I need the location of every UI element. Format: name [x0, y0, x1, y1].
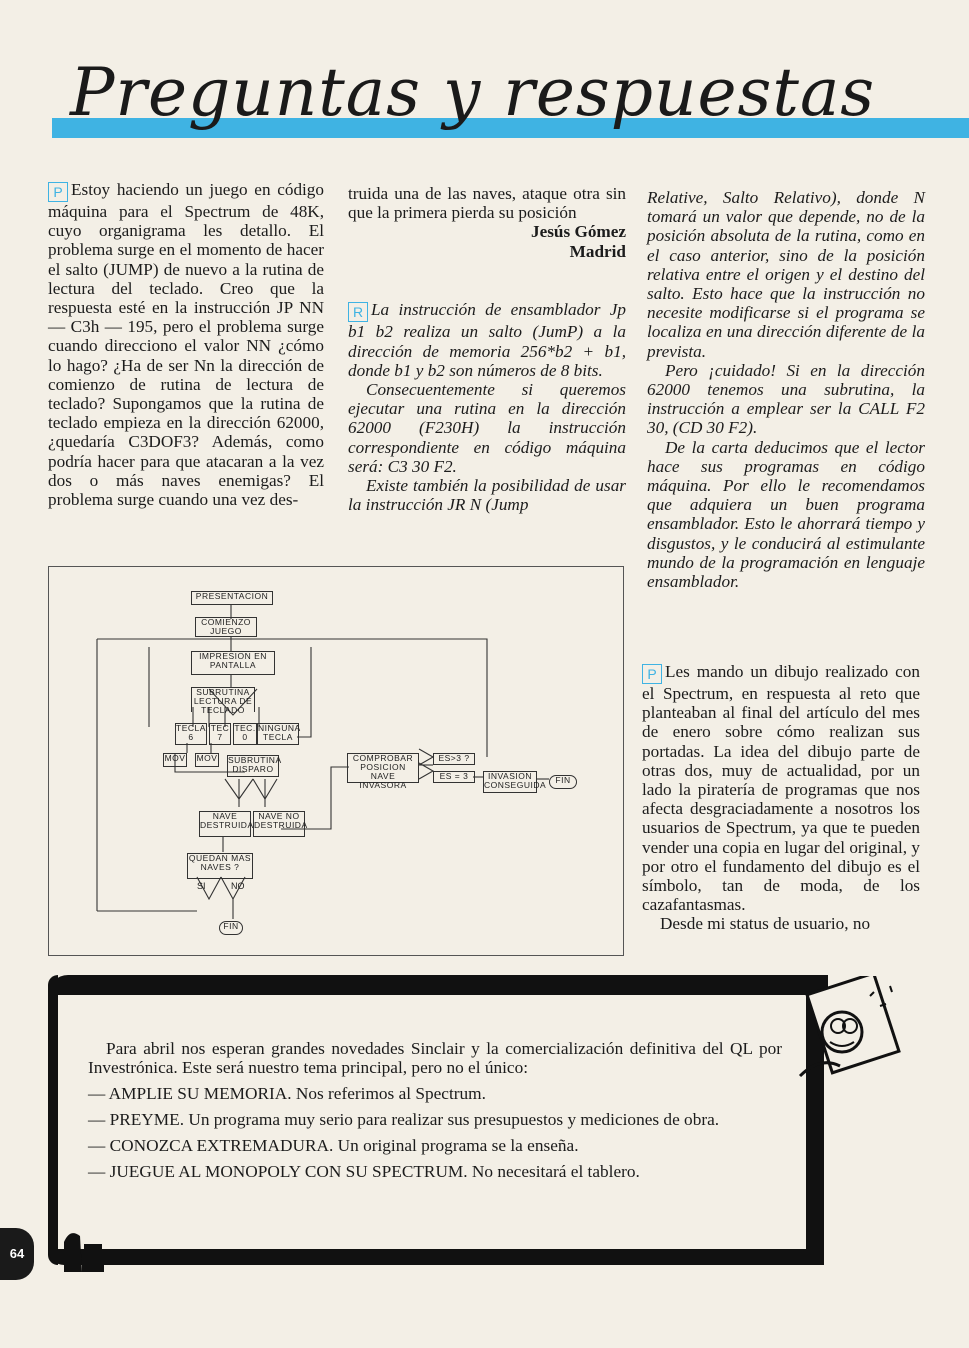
answer-paragraph-4: Relative, Salto Relativo), donde N tomará un valor que depende, no de la posición absoluta de la rutina, como en el caso anterior, sino de la posición relativa entre el origen y el destino del salto. Esto hace que la instrucción no necesite modificarse si el programa se localiza en una dirección diferente de la prevista.: [647, 188, 925, 361]
question-2-text: Les mando un dibujo realizado con el Spectrum, en respuesta al reto que planteaban al final del artículo del mes de enero sobre cómo realizan sus portadas. La idea del dibujo parte de otras dos, muy de actualidad, por un lado la piratería de programas que nos afecta desgraciadamente a nosotros los usuarios de Spectrum, ya que te pueden vender una copia en lugar del original, y por otro el fundamento del dibujo es el símbolo, tan de moda, de los cazafantasmas.: [642, 662, 920, 915]
flow-box-nave-no-destruida: NAVE NO DESTRUIDA: [253, 811, 305, 837]
author-city: Madrid: [569, 242, 626, 262]
question-continuation: truida una de las naves, ataque otra sin que la primera pierda su posición: [348, 184, 626, 223]
question-column-1: [48, 180, 324, 509]
flow-box-subrutina-disparo: SUBRUTINA DISPARO: [227, 755, 279, 777]
announcement-item: — PREYME. Un programa muy serio para realizar sus presupuestos y mediciones de obra.: [88, 1110, 720, 1129]
question-badge: P: [48, 182, 68, 202]
flow-box-impresion-pantalla: IMPRESION EN PANTALLA: [191, 651, 275, 675]
announcement-frame-left: [48, 975, 58, 1265]
page-title: Preguntas y respuestas: [70, 54, 876, 131]
mascot-illustration: [780, 976, 930, 1126]
flow-box-ninguna-tecla: NINGUNA TECLA: [257, 723, 299, 745]
flow-box-quedan-mas-naves: QUEDAN MAS NAVES ?: [187, 853, 253, 879]
answer-paragraph-2: Consecuentemente si queremos ejecutar una rutina en la dirección 62000 (F230H) la instrucción correspondiente en código máquina será: C3 30 F2.: [348, 380, 626, 476]
flow-box-comprobar-posicion: COMPROBAR POSICION NAVE INVASORA: [347, 753, 419, 783]
answer-paragraph-5: Pero ¡cuidado! Si en la dirección 62000 tenemos una subrutina, la instrucción a emplear ser la CALL F2 30, (CD 30 F2).: [647, 360, 925, 438]
flow-label-si: SI: [197, 881, 206, 891]
flow-box-invasion-conseguida: INVASION CONSEGUIDA: [483, 771, 537, 793]
announcement-item: — JUEGUE AL MONOPOLY CON SU SPECTRUM. No necesitará el tablero.: [88, 1162, 640, 1181]
announcement-frame-bottom: [48, 1249, 824, 1265]
flowchart-diagram: [48, 566, 624, 956]
author-name: Jesús Gómez: [531, 222, 626, 242]
announcement-item: — AMPLIE SU MEMORIA. Nos referimos al Spectrum.: [88, 1084, 486, 1103]
flow-box-subrutina-lectura: SUBRUTINA LECTURA DE TECLADO: [191, 687, 255, 712]
question-badge-2: P: [642, 664, 662, 684]
announcement-frame-top: [48, 975, 828, 995]
flow-box-tecla-6: TECLA 6: [175, 723, 207, 745]
question-2-continuation: Desde mi status de usuario, no: [660, 914, 871, 934]
flow-box-tec-7: TEC 7: [209, 723, 231, 745]
announcement-item: — CONOZCA EXTREMADURA. Un original programa se la enseña.: [88, 1136, 579, 1155]
computer-user-icon: [60, 1222, 106, 1274]
flow-box-nave-destruida: NAVE DESTRUIDA: [199, 811, 251, 837]
flow-box-mov-1: MOV: [163, 753, 187, 767]
answer-badge: R: [348, 302, 368, 322]
answer-paragraph-1: La instrucción de ensamblador Jp b1 b2 realiza un salto (JumP) a la dirección de memoria 256*b2 + b1, donde b1 y b2 son números de 8 bits.: [348, 300, 626, 380]
question-column-3: [642, 662, 920, 934]
question-column-2: [348, 184, 626, 514]
flow-terminal-fin-1: FIN: [219, 921, 243, 935]
question-text: Estoy haciendo un juego en código máquina para el Spectrum de 48K, cuyo organigrama les detallo. El problema surge en el momento de hacer el salto (JUMP) de nuevo a la rutina de lectura del teclado. Creo que la respuesta esté en la instrucción JP NN — C3h — 195, pero el problema surge cuando direcciono el valor NN ¿cómo lo hago? ¿Ha de ser Nn la dirección de comienzo de rutina de lectura de teclado? Supongamos que la rutina de teclado empieza en la dirección 62000, ¿quedaría C3DOF3? Además, como podría hacer para que atacaran a la vez dos o más naves enemigas? El problema surge cuando una vez des-: [48, 180, 324, 510]
answer-paragraph-6: De la carta deducimos que el lector hace sus programas en código máquina. Por ello le recomendamos que adquiera un buen programa ensamblador. Esto le ahorrará tiempo y disgustos, y le conducirá al estimulante mundo de la programación en lenguaje ensamblador.: [647, 437, 925, 592]
flow-box-tec-0: TEC. 0: [233, 723, 257, 745]
flow-box-es-igual-3: ES = 3: [433, 771, 475, 783]
announcement-text: [88, 1039, 782, 1188]
page-number: 64: [0, 1228, 34, 1280]
flow-box-es-mayor-3: ES>3 ?: [433, 753, 475, 765]
flow-box-mov-2: MOV: [195, 753, 219, 767]
flow-box-comienzo-juego: COMIENZO JUEGO: [195, 617, 257, 637]
flow-terminal-fin-2: FIN: [549, 775, 577, 789]
answer-column-3: [647, 188, 925, 591]
flow-label-no: NO: [231, 881, 245, 891]
announcement-intro: Para abril nos esperan grandes novedades Sinclair y la comercialización definitiva del QL por Investrónica. Este será nuestro tema principal, pero no el único:: [88, 1039, 782, 1077]
flow-box-presentacion: PRESENTACION: [191, 591, 273, 605]
flowchart-connectors: [49, 567, 623, 955]
answer-paragraph-3: Existe también la posibilidad de usar la instrucción JR N (Jump: [348, 476, 626, 515]
